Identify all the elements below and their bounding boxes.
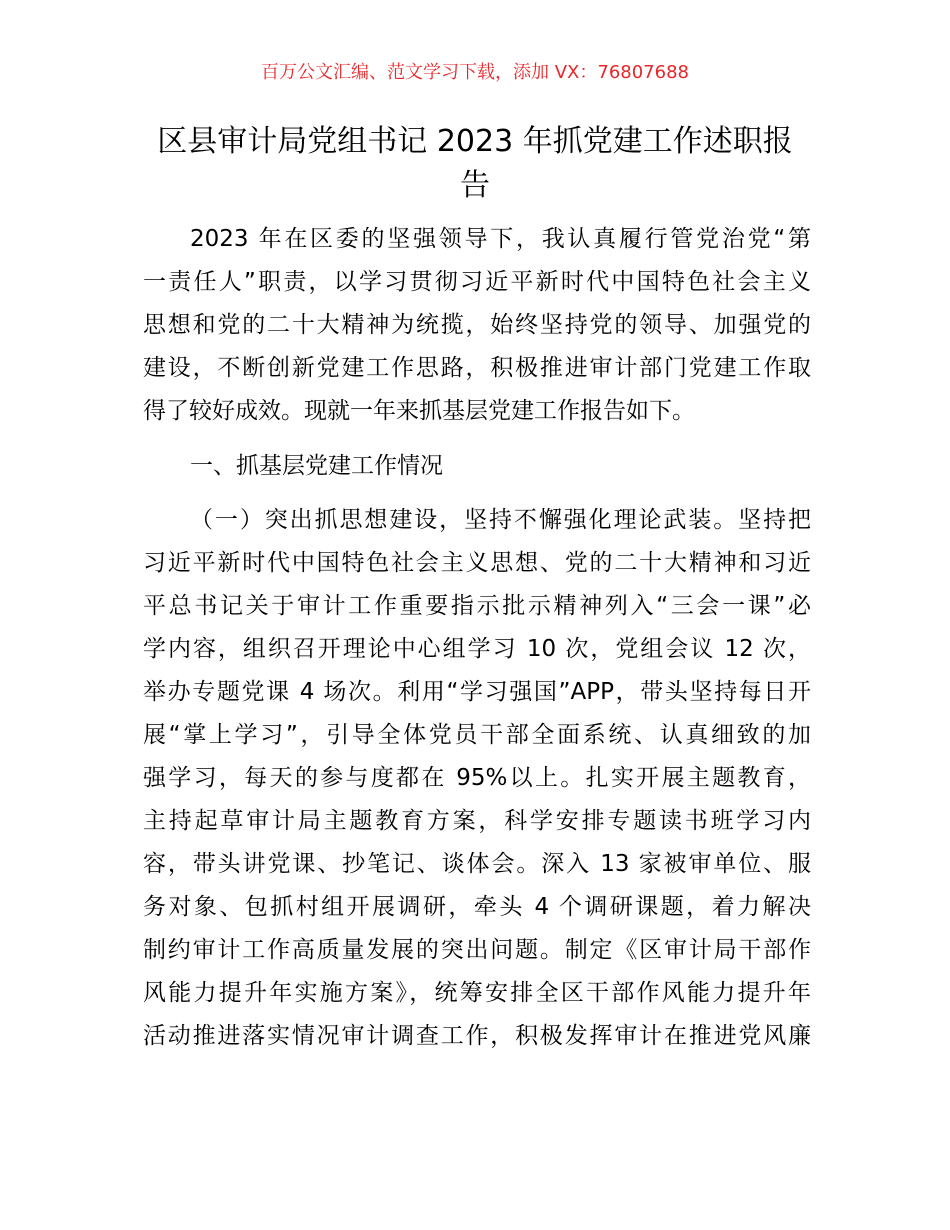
text-line: 活动推进落实情况审计调查工作，积极发挥审计在推进党风廉	[143, 1023, 811, 1049]
text-line: 展“掌上学习”，引导全体党员干部全面系统、认真细致的加	[143, 722, 811, 748]
text-line: 容，带头讲党课、抄笔记、谈体会。深入 13 家被审单位、服	[143, 851, 811, 877]
text-line: 平总书记关于审计工作重要指示批示精神列入“三会一课”必	[143, 593, 811, 619]
text-line: 制约审计工作高质量发展的突出问题。制定《区审计局干部作	[143, 937, 811, 963]
text-line: 习近平新时代中国特色社会主义思想、党的二十大精神和习近	[143, 550, 811, 576]
text-line: 得了较好成效。现就一年来抓基层党建工作报告如下。	[143, 398, 695, 424]
section-heading: 一、抓基层党建工作情况	[190, 453, 443, 479]
text-line: 思想和党的二十大精神为统揽，始终坚持党的领导、加强党的	[143, 312, 811, 338]
text-line: 风能力提升年实施方案》，统筹安排全区干部作风能力提升年	[143, 980, 811, 1006]
text-line: 主持起草审计局主题教育方案，科学安排专题读书班学习内	[143, 808, 811, 834]
watermark-header: 百万公文汇编、范文学习下载，添加 VX：76807688	[261, 62, 689, 83]
text-line: 务对象、包抓村组开展调研，牵头 4 个调研课题，着力解决	[143, 894, 811, 920]
text-line: 举办专题党课 4 场次。利用“学习强国”APP，带头坚持每日开	[143, 679, 811, 705]
document-title-line-1: 区县审计局党组书记 2023 年抓党建工作述职报	[157, 124, 793, 159]
text-line: 建设，不断创新党建工作思路，积极推进审计部门党建工作取	[143, 355, 811, 381]
text-line: 学内容，组织召开理论中心组学习 10 次，党组会议 12 次，	[143, 636, 811, 662]
text-line: 一责任人”职责，以学习贯彻习近平新时代中国特色社会主义	[143, 269, 811, 295]
text-line: 强学习，每天的参与度都在 95%以上。扎实开展主题教育，	[143, 765, 811, 791]
text-line: 2023 年在区委的坚强领导下，我认真履行管党治党“第	[190, 226, 811, 252]
document-title-line-2: 告	[460, 168, 490, 203]
text-line: （一）突出抓思想建设，坚持不懈强化理论武装。坚持把	[190, 507, 811, 533]
